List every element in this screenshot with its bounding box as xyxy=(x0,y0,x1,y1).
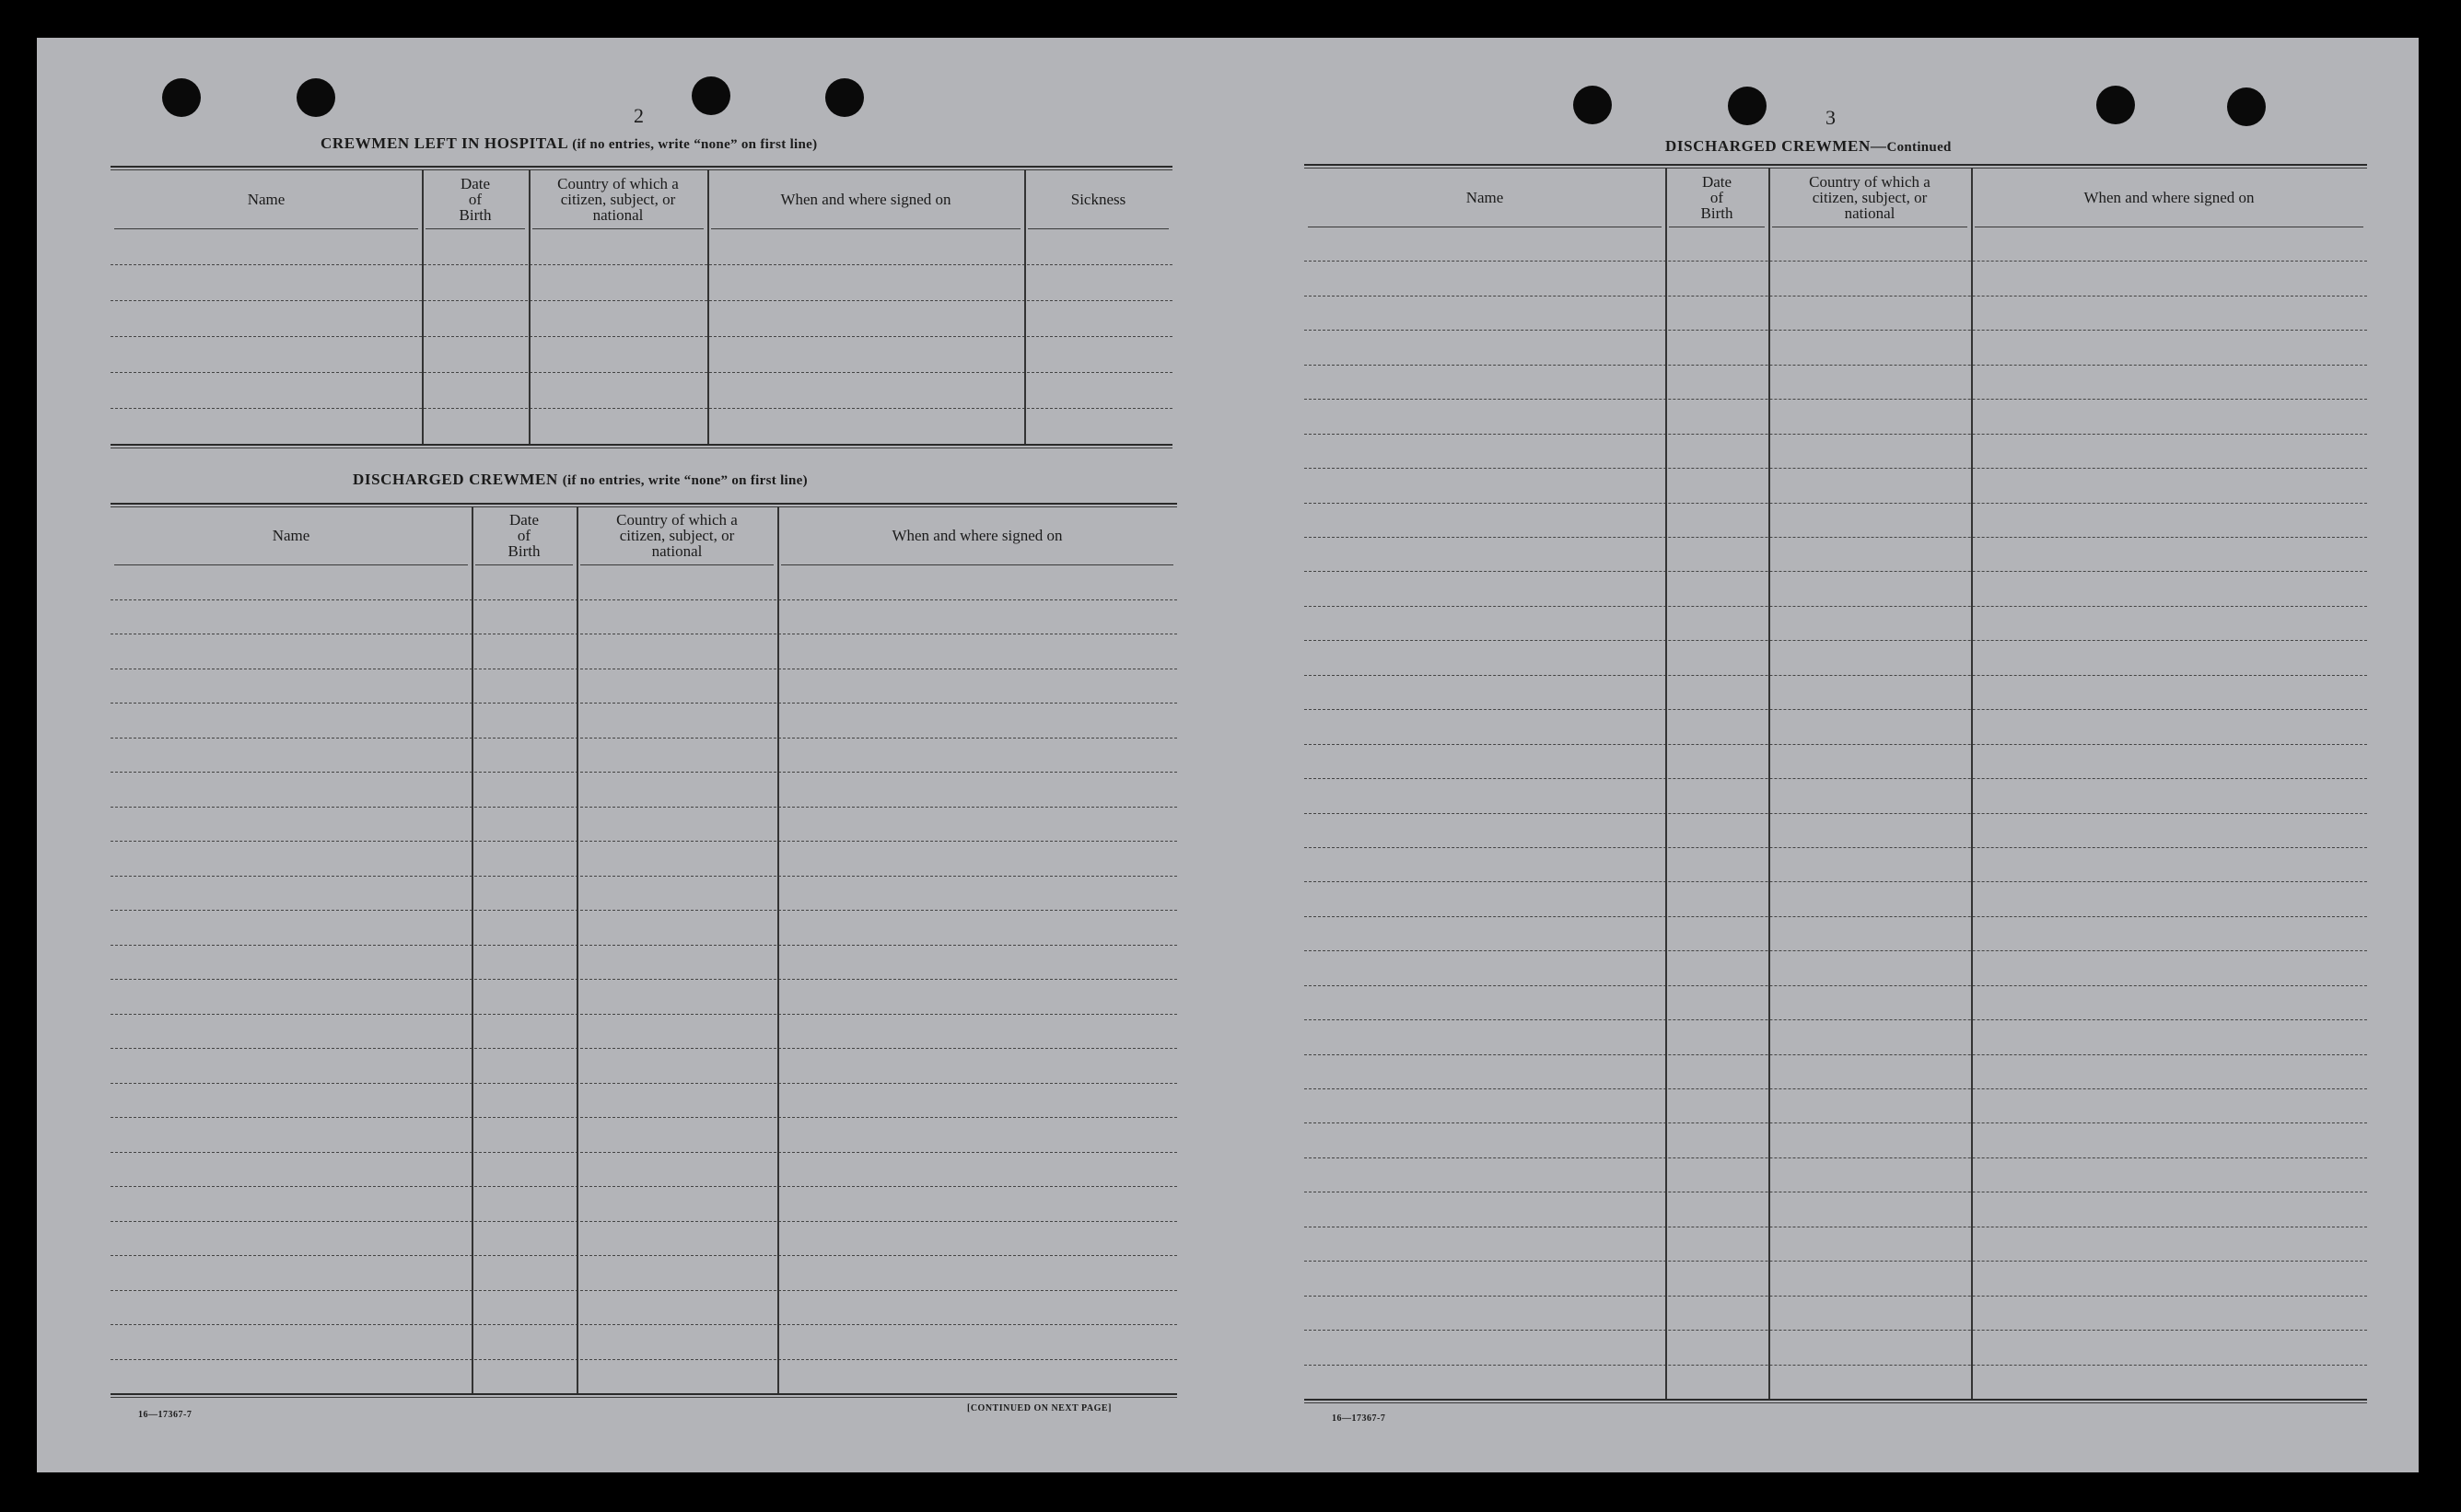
column-divider xyxy=(422,169,424,444)
table-top-rule xyxy=(1304,168,2367,169)
entry-row-line xyxy=(1304,1019,2367,1020)
column-divider xyxy=(1971,168,1973,1399)
discharged-continued-title-text: DISCHARGED CREWMEN— xyxy=(1665,137,1887,155)
table-bottom-rule xyxy=(111,444,1172,446)
entry-row-line xyxy=(1304,1330,2367,1331)
entry-row-line xyxy=(111,841,1177,842)
discharged-continued-suffix: Continued xyxy=(1886,140,1952,155)
column-divider xyxy=(1768,168,1770,1399)
column-header-line: of xyxy=(517,527,531,544)
hospital-title-text: CREWMEN LEFT IN HOSPITAL xyxy=(321,134,568,152)
column-header-line: Date xyxy=(1701,172,1732,191)
entry-row-line xyxy=(1304,1054,2367,1055)
header-underline xyxy=(580,564,774,565)
entry-row-line xyxy=(111,1324,1177,1325)
punch-hole xyxy=(2227,87,2266,126)
punch-hole xyxy=(1573,86,1612,124)
column-header-country xyxy=(1768,169,1971,225)
entry-row-line xyxy=(1304,1296,2367,1297)
header-underline xyxy=(711,228,1021,229)
header-underline xyxy=(475,564,573,565)
hospital-section-title xyxy=(321,134,817,153)
column-header-line: Birth xyxy=(507,542,541,560)
column-header-dob xyxy=(472,508,577,563)
punch-hole xyxy=(1728,87,1767,125)
entry-row-line xyxy=(1304,1088,2367,1089)
column-header-line: When and where signed on xyxy=(2083,188,2255,206)
entry-row-line xyxy=(111,372,1172,373)
entry-row-line xyxy=(111,1290,1177,1291)
column-divider xyxy=(1024,169,1026,444)
form-sheet xyxy=(37,38,2419,1472)
entry-row-line xyxy=(1304,778,2367,779)
page-number-right: 3 xyxy=(1825,106,1836,129)
entry-row-line xyxy=(111,336,1172,337)
entry-row-line xyxy=(1304,881,2367,882)
column-header-line: Birth xyxy=(1700,204,1733,222)
discharged-title-text: DISCHARGED CREWMEN xyxy=(353,471,558,488)
table-top-rule xyxy=(111,503,1177,505)
entry-row-line xyxy=(1304,296,2367,297)
column-header-line: national xyxy=(651,542,703,560)
punch-hole xyxy=(297,78,335,117)
entry-row-line xyxy=(111,738,1177,739)
entry-row-line xyxy=(1304,1122,2367,1123)
header-underline xyxy=(781,564,1173,565)
table-bottom-rule xyxy=(1304,1402,2367,1403)
column-header-sickness xyxy=(1024,171,1172,227)
entry-row-line xyxy=(111,1014,1177,1015)
entry-row-line xyxy=(1304,606,2367,607)
punch-hole xyxy=(2096,86,2135,124)
entry-row-line xyxy=(111,703,1177,704)
column-divider xyxy=(577,506,578,1393)
column-header-country xyxy=(577,508,777,563)
entry-row-line xyxy=(1304,537,2367,538)
entry-row-line xyxy=(1304,468,2367,469)
entry-row-line xyxy=(111,945,1177,946)
entry-row-line xyxy=(1304,330,2367,331)
entry-row-line xyxy=(111,264,1172,265)
column-header-line: When and where signed on xyxy=(892,527,1063,544)
footer-code-left: 16—17367-7 xyxy=(138,1410,192,1420)
header-underline xyxy=(532,228,704,229)
punch-hole xyxy=(825,78,864,117)
entry-row-line xyxy=(1304,365,2367,366)
header-underline xyxy=(426,228,525,229)
footer-continued-note: [CONTINUED ON NEXT PAGE] xyxy=(967,1403,1112,1413)
entry-row-line xyxy=(111,979,1177,980)
column-header-signed xyxy=(1971,169,2367,225)
column-divider xyxy=(472,506,473,1393)
column-divider xyxy=(707,169,709,444)
table-top-rule xyxy=(111,169,1172,170)
page-number-left: 2 xyxy=(634,104,644,127)
discharged-title-note: (if no entries, write “none” on first line) xyxy=(562,473,808,488)
footer-code-right: 16—17367-7 xyxy=(1332,1413,1386,1424)
entry-row-line xyxy=(1304,434,2367,435)
column-header-line: citizen, subject, or xyxy=(619,527,735,544)
entry-row-line xyxy=(111,1048,1177,1049)
entry-row-line xyxy=(111,1221,1177,1222)
table-top-rule xyxy=(111,166,1172,168)
entry-row-line xyxy=(1304,916,2367,917)
entry-row-line xyxy=(111,599,1177,600)
header-underline xyxy=(114,564,468,565)
entry-row-line xyxy=(1304,709,2367,710)
column-header-line: Country of which a xyxy=(1809,172,1930,191)
entry-row-line xyxy=(111,1152,1177,1153)
entry-row-line xyxy=(1304,1365,2367,1366)
column-header-line: citizen, subject, or xyxy=(560,190,676,208)
column-divider xyxy=(777,506,779,1393)
entry-row-line xyxy=(1304,813,2367,814)
column-header-line: Date xyxy=(460,174,491,192)
discharged-section-title xyxy=(353,471,808,489)
column-header-line: citizen, subject, or xyxy=(1812,188,1928,206)
column-header-line: Country of which a xyxy=(557,174,679,192)
column-header-line: Name xyxy=(247,190,286,208)
entry-row-line xyxy=(111,910,1177,911)
column-header-line: national xyxy=(1844,204,1895,222)
entry-row-line xyxy=(1304,950,2367,951)
entry-row-line xyxy=(1304,640,2367,641)
entry-row-line xyxy=(1304,1261,2367,1262)
column-header-line: Name xyxy=(1465,188,1504,206)
entry-row-line xyxy=(1304,503,2367,504)
column-header-signed xyxy=(777,508,1177,563)
entry-row-line xyxy=(1304,985,2367,986)
entry-row-line xyxy=(111,807,1177,808)
column-header-line: national xyxy=(592,205,644,224)
column-divider xyxy=(529,169,531,444)
table-bottom-rule xyxy=(1304,1399,2367,1401)
column-header-line: Date xyxy=(508,511,540,529)
discharged-continued-title xyxy=(1665,137,1952,156)
column-header-name xyxy=(1304,169,1665,225)
column-divider xyxy=(1665,168,1667,1399)
entry-row-line xyxy=(1304,1157,2367,1158)
column-header-line: of xyxy=(1709,188,1724,206)
entry-row-line xyxy=(111,1359,1177,1360)
column-header-dob xyxy=(1665,169,1768,225)
entry-row-line xyxy=(1304,571,2367,572)
column-header-line: Country of which a xyxy=(616,511,738,529)
entry-row-line xyxy=(111,1083,1177,1084)
entry-row-line xyxy=(1304,675,2367,676)
entry-row-line xyxy=(111,772,1177,773)
column-header-country xyxy=(529,171,707,227)
entry-row-line xyxy=(111,1117,1177,1118)
entry-row-line xyxy=(111,408,1172,409)
punch-hole xyxy=(692,76,730,115)
hospital-title-note: (if no entries, write “none” on first line) xyxy=(572,137,818,152)
column-header-name xyxy=(111,171,422,227)
column-header-dob xyxy=(422,171,529,227)
header-underline xyxy=(1028,228,1169,229)
entry-row-line xyxy=(1304,399,2367,400)
column-header-line: of xyxy=(468,190,483,208)
column-header-line: Birth xyxy=(459,205,492,224)
column-header-line: When and where signed on xyxy=(780,190,951,208)
entry-row-line xyxy=(111,1186,1177,1187)
column-header-line: Sickness xyxy=(1070,190,1126,208)
column-header-line: Name xyxy=(272,527,310,544)
entry-row-line xyxy=(1304,847,2367,848)
punch-hole xyxy=(162,78,201,117)
entry-row-line xyxy=(111,300,1172,301)
header-underline xyxy=(114,228,418,229)
table-bottom-rule xyxy=(111,1397,1177,1398)
entry-row-line xyxy=(111,1255,1177,1256)
entry-row-line xyxy=(1304,744,2367,745)
column-header-signed xyxy=(707,171,1024,227)
table-top-rule xyxy=(111,506,1177,507)
column-header-name xyxy=(111,508,472,563)
entry-row-line xyxy=(111,876,1177,877)
entry-row-line xyxy=(1304,261,2367,262)
table-bottom-rule xyxy=(111,1393,1177,1395)
table-top-rule xyxy=(1304,164,2367,166)
